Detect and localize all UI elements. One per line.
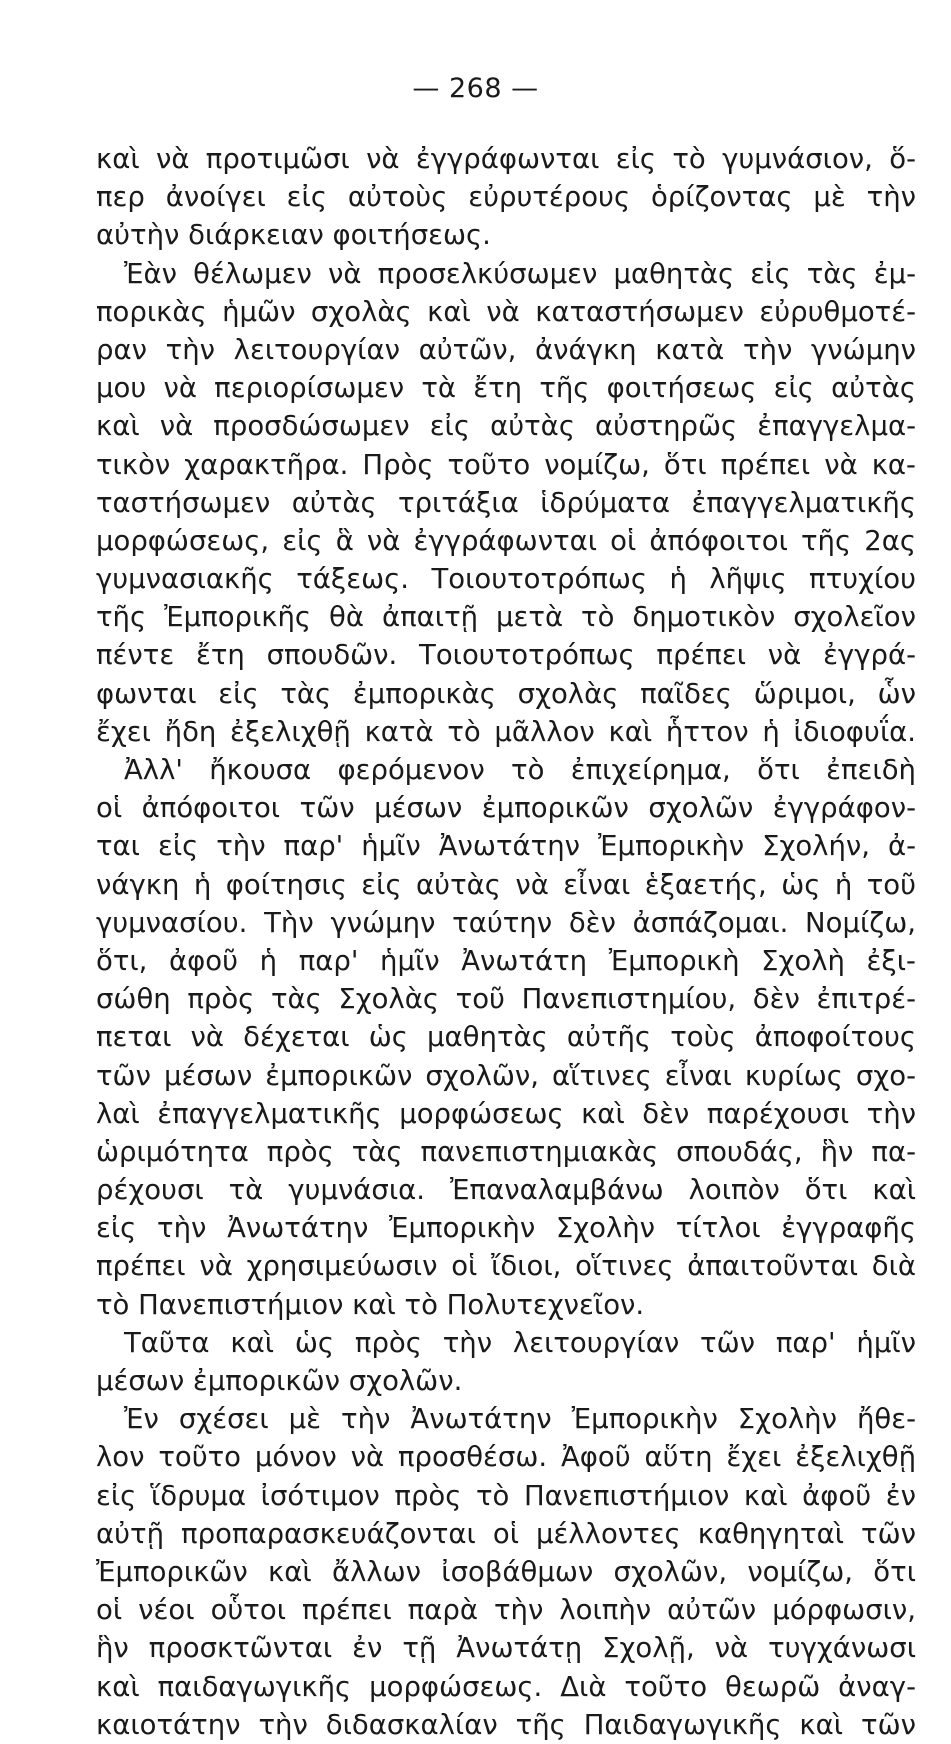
- text-line: νάγκη ἡ φοίτησις εἰς αὐτὰς νὰ εἶναι ἑξαετής, ὡς ἡ τοῦ: [96, 868, 916, 901]
- text-line: καὶ παιδαγωγικῆς μορφώσεως. Διὰ τοῦτο θεωρῶ ἀναγ-: [96, 1670, 916, 1703]
- text-line: πορικὰς ἡμῶν σχολὰς καὶ νὰ καταστήσωμεν εὐρυθμοτέ-: [96, 295, 916, 328]
- text-line: ρέχουσι τὰ γυμνάσια. Ἐπαναλαμβάνω λοιπὸν ὅτι καὶ: [96, 1174, 916, 1207]
- text-line: Ἀλλ' ἤκουσα φερόμενον τὸ ἐπιχείρημα, ὅτι ἐπειδὴ: [124, 754, 916, 786]
- text-line: καὶ νὰ προτιμῶσι νὰ ἐγγράφωνται εἰς τὸ γυμνάσιον, ὅ-: [96, 143, 916, 175]
- text-line: οἱ ἀπόφοιτοι τῶν μέσων ἐμπορικῶν σχολῶν ἐγγράφον-: [96, 792, 916, 825]
- text-line: λον τοῦτο μόνον νὰ προσθέσω. Ἀφοῦ αὕτη ἔχει ἐξελιχθῇ: [96, 1441, 916, 1474]
- text-line: λαὶ ἐπαγγελματικῆς μορφώσεως καὶ δὲν παρέχουσι τὴν: [96, 1097, 916, 1130]
- text-line: μέσων ἐμπορικῶν σχολῶν.: [96, 1365, 463, 1397]
- body-text: [96, 140, 916, 1744]
- text-line: μορφώσεως, εἰς ἃ νὰ ἐγγράφωνται οἱ ἀπόφοιτοι τῆς 2ας: [96, 524, 916, 557]
- text-line: ται εἰς τὴν παρ' ἡμῖν Ἀνωτάτην Ἐμπορικὴν Σχολήν, ἀ-: [96, 830, 916, 863]
- text-line: Ἐὰν θέλωμεν νὰ προσελκύσωμεν μαθητὰς εἰς τὰς ἐμ-: [124, 257, 916, 290]
- text-line: τῆς Ἐμπορικῆς θὰ ἀπαιτῇ μετὰ τὸ δημοτικὸν σχολεῖον: [96, 601, 916, 634]
- text-line: πέντε ἔτη σπουδῶν. Τοιουτοτρόπως πρέπει νὰ ἐγγρά-: [96, 639, 916, 672]
- text-line: γυμνασίου. Τὴν γνώμην ταύτην δὲν ἀσπάζομαι. Νομίζω,: [96, 906, 916, 939]
- text-line: σώθη πρὸς τὰς Σχολὰς τοῦ Πανεπιστημίου, δὲν ἐπιτρέ-: [96, 983, 916, 1016]
- page-number: — 268 —: [412, 73, 539, 104]
- text-line: τὸ Πανεπιστήμιον καὶ τὸ Πολυτεχνεῖον.: [96, 1288, 645, 1321]
- text-line: γυμνασιακῆς τάξεως. Τοιουτοτρόπως ἡ λῆψις πτυχίου: [96, 563, 916, 596]
- text-line: ἔχει ἤδη ἐξελιχθῇ κατὰ τὸ μᾶλλον καὶ ἧττον ἡ ἰδιοφυΐα.: [96, 715, 916, 748]
- text-line: Ἐμπορικῶν καὶ ἄλλων ἰσοβάθμων σχολῶν, νομίζω, ὅτι: [96, 1555, 916, 1588]
- text-line: οἱ νέοι οὗτοι πρέπει παρὰ τὴν λοιπὴν αὐτῶν μόρφωσιν,: [96, 1594, 916, 1627]
- text-line: Ταῦτα καὶ ὡς πρὸς τὴν λειτουργίαν τῶν παρ' ἡμῖν: [124, 1326, 916, 1359]
- text-line: εἰς τὴν Ἀνωτάτην Ἐμπορικὴν Σχολὴν τίτλοι ἐγγραφῆς: [96, 1212, 916, 1245]
- text-line: τῶν μέσων ἐμπορικῶν σχολῶν, αἵτινες εἶναι κυρίως σχο-: [96, 1059, 916, 1092]
- text-line: εἰς ἵδρυμα ἰσότιμον πρὸς τὸ Πανεπιστήμιον καὶ ἀφοῦ ἐν: [96, 1479, 916, 1512]
- text-line: ραν τὴν λειτουργίαν αὐτῶν, ἀνάγκη κατὰ τὴν γνώμην: [96, 333, 916, 366]
- text-line: Ἐν σχέσει μὲ τὴν Ἀνωτάτην Ἐμπορικὴν Σχολὴν ἤθε-: [124, 1403, 916, 1436]
- text-line: μου νὰ περιορίσωμεν τὰ ἔτη τῆς φοιτήσεως εἰς αὐτὰς: [96, 372, 916, 405]
- text-line: τικὸν χαρακτῆρα. Πρὸς τοῦτο νομίζω, ὅτι πρέπει νὰ κα-: [96, 448, 916, 481]
- text-line: αὐτῇ προπαρασκευάζονται οἱ μέλλοντες καθηγηταὶ τῶν: [96, 1517, 916, 1550]
- text-line: αὐτὴν διάρκειαν φοιτήσεως.: [96, 219, 491, 252]
- text-line: περ ἀνοίγει εἰς αὐτοὺς εὐρυτέρους ὁρίζοντας μὲ τὴν: [96, 181, 916, 214]
- text-line: ὡριμότητα πρὸς τὰς πανεπιστημιακὰς σπουδάς, ἣν πα-: [96, 1135, 916, 1168]
- text-line: ὅτι, ἀφοῦ ἡ παρ' ἡμῖν Ἀνωτάτη Ἐμπορικὴ Σχολὴ ἐξι-: [96, 944, 916, 977]
- text-line: φωνται εἰς τὰς ἐμπορικὰς σχολὰς παῖδες ὥριμοι, ὧν: [96, 677, 916, 710]
- text-line: πεται νὰ δέχεται ὡς μαθητὰς αὐτῆς τοὺς ἀποφοίτους: [96, 1021, 916, 1054]
- text-line: καὶ νὰ προσδώσωμεν εἰς αὐτὰς αὐστηρῶς ἐπαγγελμα-: [96, 410, 916, 443]
- text-line: ταστήσωμεν αὐτὰς τριτάξια ἱδρύματα ἐπαγγελματικῆς: [96, 486, 916, 519]
- text-line: καιοτάτην τὴν διδασκαλίαν τῆς Παιδαγωγικῆς καὶ τῶν: [96, 1708, 916, 1741]
- text-line: ἣν προσκτῶνται ἐν τῇ Ἀνωτάτῃ Σχολῇ, νὰ τυγχάνωσι: [96, 1632, 916, 1665]
- text-line: πρέπει νὰ χρησιμεύωσιν οἱ ἴδιοι, οἵτινες ἀπαιτοῦνται διὰ: [96, 1250, 916, 1283]
